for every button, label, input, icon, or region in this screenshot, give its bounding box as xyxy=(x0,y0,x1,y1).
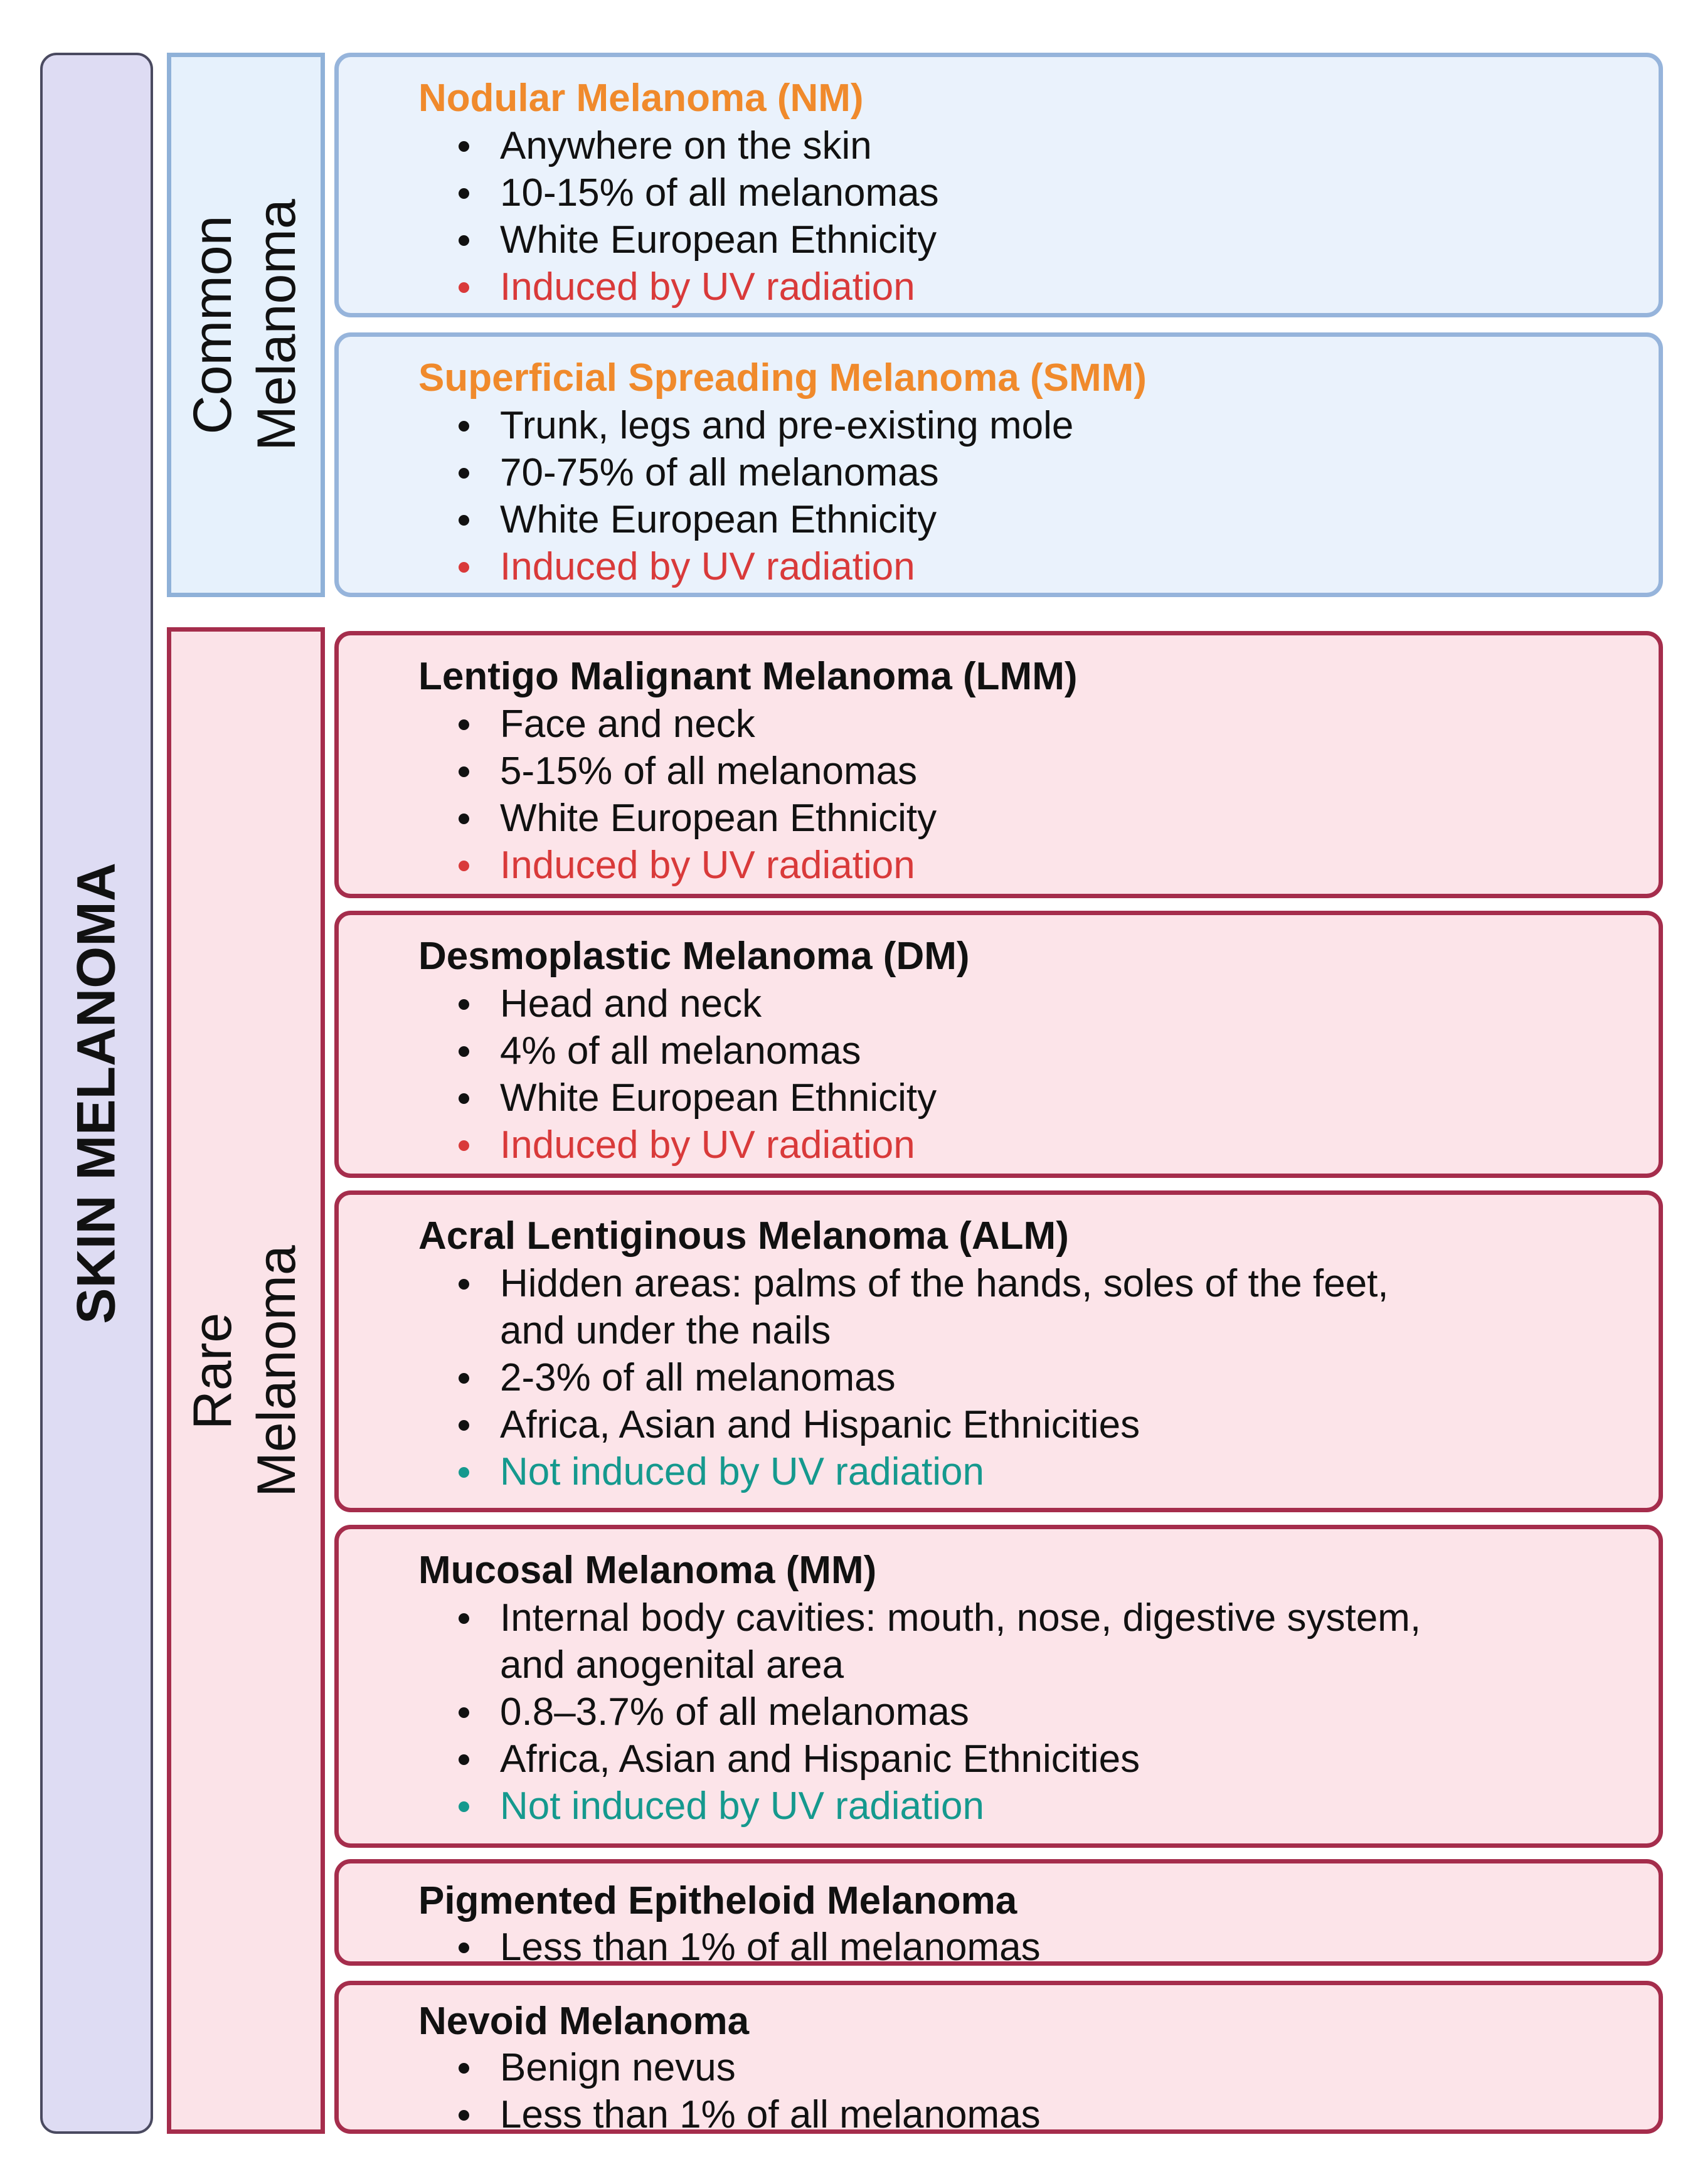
common-label-text: Common Melanoma xyxy=(183,199,307,451)
list-item: Anywhere on the skin xyxy=(418,122,939,169)
card-list xyxy=(418,701,937,889)
card-list xyxy=(418,1924,1041,1971)
card-title: Superficial Spreading Melanoma (SMM) xyxy=(418,356,1147,400)
list-item: 10-15% of all melanomas xyxy=(418,169,939,216)
list-item: Benign nevus xyxy=(418,2044,1041,2091)
list-item: Face and neck xyxy=(418,701,937,748)
list-item: Africa, Asian and Hispanic Ethnicities xyxy=(418,1401,1389,1448)
card-title: Desmoplastic Melanoma (DM) xyxy=(418,935,970,978)
card-list xyxy=(418,1594,1421,1830)
list-item: 5-15% of all melanomas xyxy=(418,748,937,795)
list-item: Internal body cavities: mouth, nose, digestive system, xyxy=(418,1594,1421,1641)
card-lentigo-malignant-melanoma xyxy=(334,631,1663,898)
list-item: Less than 1% of all melanomas xyxy=(418,1924,1041,1971)
list-item: White European Ethnicity xyxy=(418,216,939,263)
card-list xyxy=(418,980,937,1169)
card-list xyxy=(418,122,939,310)
uv-induced-item: Induced by UV radiation xyxy=(418,543,1073,590)
card-title: Acral Lentiginous Melanoma (ALM) xyxy=(418,1214,1069,1258)
uv-induced-item: Induced by UV radiation xyxy=(418,1121,937,1169)
common-melanoma-label xyxy=(181,199,309,451)
uv-induced-item: Induced by UV radiation xyxy=(418,263,939,310)
card-title: Mucosal Melanoma (MM) xyxy=(418,1549,877,1592)
list-item: Africa, Asian and Hispanic Ethnicities xyxy=(418,1736,1421,1783)
list-item: 4% of all melanomas xyxy=(418,1027,937,1074)
card-pigmented-epitheloid-melanoma xyxy=(334,1859,1663,1969)
card-nevoid-melanoma xyxy=(334,1981,1663,2134)
list-item: Trunk, legs and pre-existing mole xyxy=(418,402,1073,449)
list-item: Hidden areas: palms of the hands, soles of the feet, xyxy=(418,1260,1389,1307)
card-list xyxy=(418,402,1073,590)
list-item: White European Ethnicity xyxy=(418,496,1073,543)
card-list xyxy=(418,2044,1041,2138)
main-title: SKIN MELANOMA xyxy=(66,862,127,1324)
list-item: Less than 1% of all melanomas xyxy=(418,2091,1041,2138)
card-superficial-spreading-melanoma xyxy=(334,332,1663,597)
card-title: Nodular Melanoma (NM) xyxy=(418,77,864,120)
list-item-continuation: and anogenital area xyxy=(500,1643,844,1687)
card-desmoplastic-melanoma xyxy=(334,911,1663,1178)
list-item: White European Ethnicity xyxy=(418,1074,937,1121)
list-item: Head and neck xyxy=(418,980,937,1027)
card-title: Lentigo Malignant Melanoma (LMM) xyxy=(418,655,1078,698)
card-mucosal-melanoma xyxy=(334,1525,1663,1848)
rare-label-text: Rare Melanoma xyxy=(183,1245,307,1497)
card-nodular-melanoma xyxy=(334,53,1663,317)
card-title: Nevoid Melanoma xyxy=(418,2000,750,2043)
not-uv-induced-item: Not induced by UV radiation xyxy=(418,1448,1389,1495)
uv-induced-item: Induced by UV radiation xyxy=(418,842,937,889)
list-item: White European Ethnicity xyxy=(418,795,937,842)
list-item-continuation: and under the nails xyxy=(500,1309,831,1352)
rare-melanoma-label xyxy=(181,1245,309,1497)
card-title: Pigmented Epitheloid Melanoma xyxy=(418,1879,1017,1922)
list-item: 0.8–3.7% of all melanomas xyxy=(418,1688,1421,1736)
card-acral-lentiginous-melanoma xyxy=(334,1190,1663,1512)
card-list xyxy=(418,1260,1389,1495)
list-item: 70-75% of all melanomas xyxy=(418,449,1073,496)
list-item: 2-3% of all melanomas xyxy=(418,1354,1389,1401)
not-uv-induced-item: Not induced by UV radiation xyxy=(418,1783,1421,1830)
